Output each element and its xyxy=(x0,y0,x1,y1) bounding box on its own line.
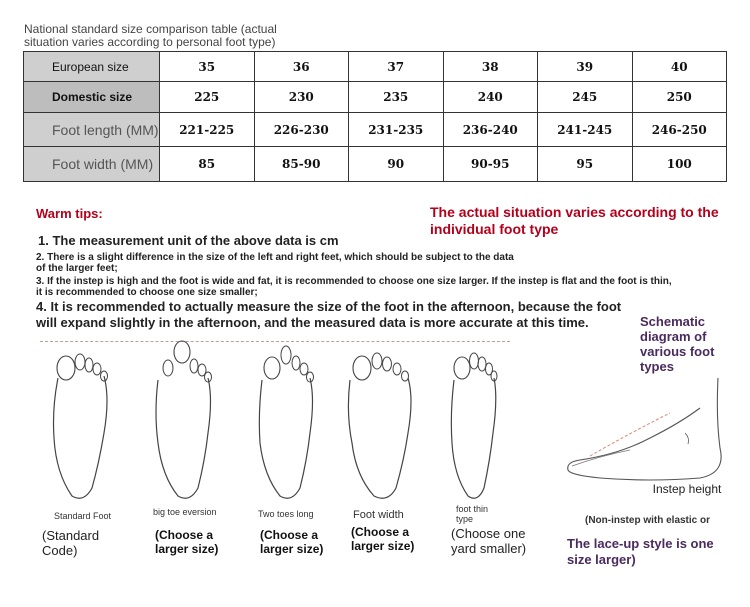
table-cell: 241-245 xyxy=(538,112,633,147)
table-row xyxy=(24,82,727,112)
table-cell: 100 xyxy=(632,147,727,182)
table-cell: 250 xyxy=(632,82,727,112)
row-label: Foot length (MM) xyxy=(24,112,160,147)
table-row xyxy=(24,147,727,182)
row-label: Foot width (MM) xyxy=(24,147,160,182)
non-instep-note: (Non-instep with elastic or xyxy=(585,515,711,526)
foot-type-advice: (Choose a larger size) xyxy=(351,525,415,553)
size-comparison-table xyxy=(23,51,727,182)
foot-type-label: big toe eversion xyxy=(153,507,217,517)
table-cell: 245 xyxy=(538,82,633,112)
foot-type-label: Foot width xyxy=(353,509,404,521)
foot-type-advice: (Choose a larger size) xyxy=(260,528,324,556)
table-cell: 236-240 xyxy=(443,112,538,147)
table-cell: 38 xyxy=(443,52,538,82)
table-cell: 36 xyxy=(254,52,349,82)
thin-foot-icon xyxy=(438,338,508,503)
table-cell: 85 xyxy=(160,147,255,182)
foot-type-label: foot thin type xyxy=(456,504,489,524)
standard-foot-icon xyxy=(44,338,114,503)
table-cell: 90 xyxy=(349,147,444,182)
row-label: Domestic size xyxy=(24,82,160,112)
tip-1: 1. The measurement unit of the above data is cm xyxy=(38,233,339,248)
foot-type-label: Standard Foot xyxy=(54,511,112,521)
foot-type-advice: (Choose a larger size) xyxy=(155,528,219,556)
row-label: European size xyxy=(24,52,160,82)
table-cell: 231-235 xyxy=(349,112,444,147)
side-foot-icon xyxy=(560,378,730,488)
foot-type-label: Two toes long xyxy=(258,509,314,519)
tip-2: 2. There is a slight difference in the size of the left and right feet, which should be subject to the data of the larger feet; xyxy=(36,252,514,274)
table-title: National standard size comparison table (actual situation varies according to personal foot type) xyxy=(24,22,277,49)
table-cell: 225 xyxy=(160,82,255,112)
table-cell: 235 xyxy=(349,82,444,112)
wide-foot-icon xyxy=(344,338,414,503)
table-cell: 246-250 xyxy=(632,112,727,147)
table-cell: 37 xyxy=(349,52,444,82)
lace-up-note: The lace-up style is one size larger) xyxy=(567,536,714,567)
table-row xyxy=(24,112,727,147)
table-row xyxy=(24,52,727,82)
big-toe-eversion-foot-icon xyxy=(148,338,218,503)
table-cell: 226-230 xyxy=(254,112,349,147)
table-cell: 39 xyxy=(538,52,633,82)
foot-type-advice: (Standard Code) xyxy=(42,528,100,558)
table-cell: 221-225 xyxy=(160,112,255,147)
table-cell: 35 xyxy=(160,52,255,82)
table-cell: 230 xyxy=(254,82,349,112)
tip-4: 4. It is recommended to actually measure the size of the foot in the afternoon, because the foot will expand slightly in the afternoon, and the measured data is more accurate at this time. xyxy=(36,299,622,330)
tip-3: 3. If the instep is high and the foot is wide and fat, it is recommended to choose one size larger. If the instep is flat and the foot is thin, it is recommended to choose one size smaller; xyxy=(36,276,672,298)
schematic-title: Schematic diagram of various foot types xyxy=(640,314,715,374)
table-cell: 90-95 xyxy=(443,147,538,182)
table-cell: 40 xyxy=(632,52,727,82)
foot-type-advice: (Choose one yard smaller) xyxy=(451,526,527,556)
foot-type-note: The actual situation varies according to the individual foot type xyxy=(430,204,719,237)
warm-tips-heading: Warm tips: xyxy=(36,206,103,221)
table-cell: 95 xyxy=(538,147,633,182)
two-toes-long-foot-icon xyxy=(250,338,320,503)
instep-height-label: Instep height xyxy=(652,482,722,496)
table-cell: 240 xyxy=(443,82,538,112)
table-cell: 85-90 xyxy=(254,147,349,182)
